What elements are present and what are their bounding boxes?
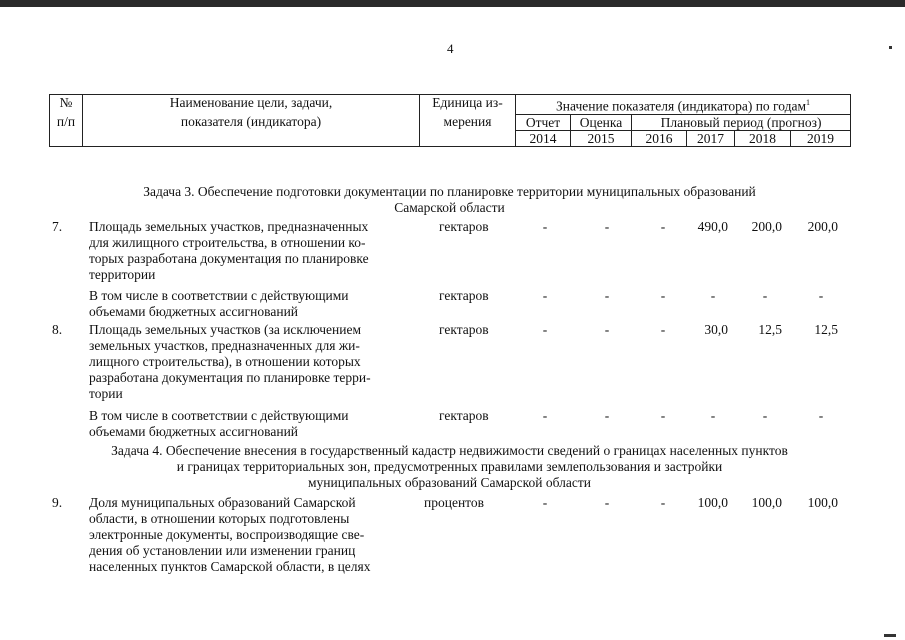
row-7-sub-value: -: [542, 288, 548, 303]
header-unit-2: мерения: [420, 114, 516, 130]
row-7-sub-name-line: В том числе в соответствии с действующими: [89, 288, 349, 303]
header-number: №: [50, 95, 83, 115]
row-7-name: [89, 219, 413, 283]
header-year: 2014: [516, 130, 571, 146]
row-7-value: -: [604, 219, 610, 234]
row-9-name-line: населенных пунктов Самарской области, в целях: [89, 559, 371, 574]
indicator-table-header: [49, 94, 851, 147]
task3-heading-line: Задача 3. Обеспечение подготовки документации по планировке территории муниципальных образований: [143, 184, 756, 199]
row-9-unit: процентов: [424, 495, 485, 510]
header-name-3: [83, 130, 420, 146]
header-name-2: показателя (индикатора): [83, 114, 420, 130]
row-8-value: -: [660, 322, 666, 337]
row-8-sub-value: -: [710, 408, 716, 423]
row-7-value: -: [542, 219, 548, 234]
row-8-sub-value: -: [762, 408, 768, 423]
row-7-value: 490,0: [697, 219, 728, 234]
task3-heading-line: Самарской области: [394, 200, 505, 215]
row-7-value: 200,0: [807, 219, 838, 234]
row-7-name-line: торых разработана документация по планировке: [89, 251, 369, 266]
task4-heading-line: муниципальных образований Самарской области: [308, 475, 591, 490]
header-values: Значение показателя (индикатора) по годам$^1$: [516, 95, 851, 115]
row-8-value: 30,0: [704, 322, 728, 337]
row-8-value: 12,5: [814, 322, 838, 337]
header-year: 2018: [735, 130, 791, 146]
row-9-value: 100,0: [807, 495, 838, 510]
row-7-sub-value: -: [604, 288, 610, 303]
row-7-sub-name-line: объемами бюджетных ассигнований: [89, 304, 299, 319]
row-7-sub-value: -: [818, 288, 824, 303]
row-8-sub-unit: гектаров: [439, 408, 489, 423]
row-9-value: 100,0: [751, 495, 782, 510]
row-7-unit: гектаров: [439, 219, 489, 234]
scan-speck: [889, 46, 892, 49]
row-8-name-line: тории: [89, 386, 123, 401]
row-7-number: 7.: [52, 219, 63, 234]
row-9-name: [89, 495, 413, 575]
header-name: Наименование цели, задачи,: [83, 95, 420, 115]
row-8-sub-value: -: [818, 408, 824, 423]
task3-heading: [52, 184, 847, 216]
header-year: 2016: [632, 130, 687, 146]
row-9-number: 9.: [52, 495, 63, 510]
row-7-name-line: для жилищного строительства, в отношении ко-: [89, 235, 366, 250]
header-number-3: [50, 130, 83, 146]
header-report: Отчет: [516, 114, 571, 130]
row-7-sub-name: [89, 288, 413, 320]
row-9-value: -: [542, 495, 548, 510]
row-8-name-line: земельных участков, предназначенных для жи-: [89, 338, 360, 353]
row-9-value: -: [604, 495, 610, 510]
row-7-value: 200,0: [751, 219, 782, 234]
task4-heading-line: и границах территориальных зон, предусмотренных правилами землепользования и застройки: [176, 459, 723, 474]
header-year: 2015: [571, 130, 632, 146]
row-8-number: 8.: [52, 322, 63, 337]
row-8-name-line: лищного строительства), в отношении которых: [89, 354, 361, 369]
header-estimate: Оценка: [571, 114, 632, 130]
row-8-sub-name: [89, 408, 413, 440]
scan-top-edge: [0, 0, 905, 7]
row-7-name-line: Площадь земельных участков, предназначенных: [89, 219, 369, 234]
row-9-name-line: Доля муниципальных образований Самарской: [89, 495, 356, 510]
header-year: 2019: [791, 130, 851, 146]
header-year: 2017: [687, 130, 735, 146]
row-8-unit: гектаров: [439, 322, 489, 337]
row-9-name-line: электронные документы, воспроизводящие све-: [89, 527, 365, 542]
header-unit: Единица из-: [420, 95, 516, 115]
header-number-2: п/п: [50, 114, 83, 130]
scan-speck: [884, 634, 896, 637]
row-8-sub-value: -: [542, 408, 548, 423]
row-9-value: -: [660, 495, 666, 510]
row-8-value: -: [604, 322, 610, 337]
row-8-sub-name-line: В том числе в соответствии с действующими: [89, 408, 349, 423]
row-8-name-line: разработана документация по планировке терри-: [89, 370, 371, 385]
row-7-value: -: [660, 219, 666, 234]
row-9-name-line: области, в отношении которых подготовлены: [89, 511, 350, 526]
row-7-sub-value: -: [660, 288, 666, 303]
row-7-sub-unit: гектаров: [439, 288, 489, 303]
page-number: 4: [447, 41, 454, 56]
row-8-name-line: Площадь земельных участков (за исключением: [89, 322, 362, 337]
row-8-name: [89, 322, 413, 402]
row-7-sub-value: -: [710, 288, 716, 303]
row-7-sub-value: -: [762, 288, 768, 303]
row-8-sub-value: -: [660, 408, 666, 423]
row-7-name-line: территории: [89, 267, 156, 282]
row-8-sub-value: -: [604, 408, 610, 423]
header-plan-period: Плановый период (прогноз): [632, 114, 851, 130]
row-8-value: -: [542, 322, 548, 337]
header-unit-3: [420, 130, 516, 146]
row-9-name-line: дения об установлении или изменении границ: [89, 543, 356, 558]
task4-heading: [52, 443, 847, 491]
task4-heading-line: Задача 4. Обеспечение внесения в государственный кадастр недвижимости сведений о границах населенных пунктов: [111, 443, 788, 458]
row-9-value: 100,0: [697, 495, 728, 510]
row-8-value: 12,5: [758, 322, 782, 337]
row-8-sub-name-line: объемами бюджетных ассигнований: [89, 424, 299, 439]
